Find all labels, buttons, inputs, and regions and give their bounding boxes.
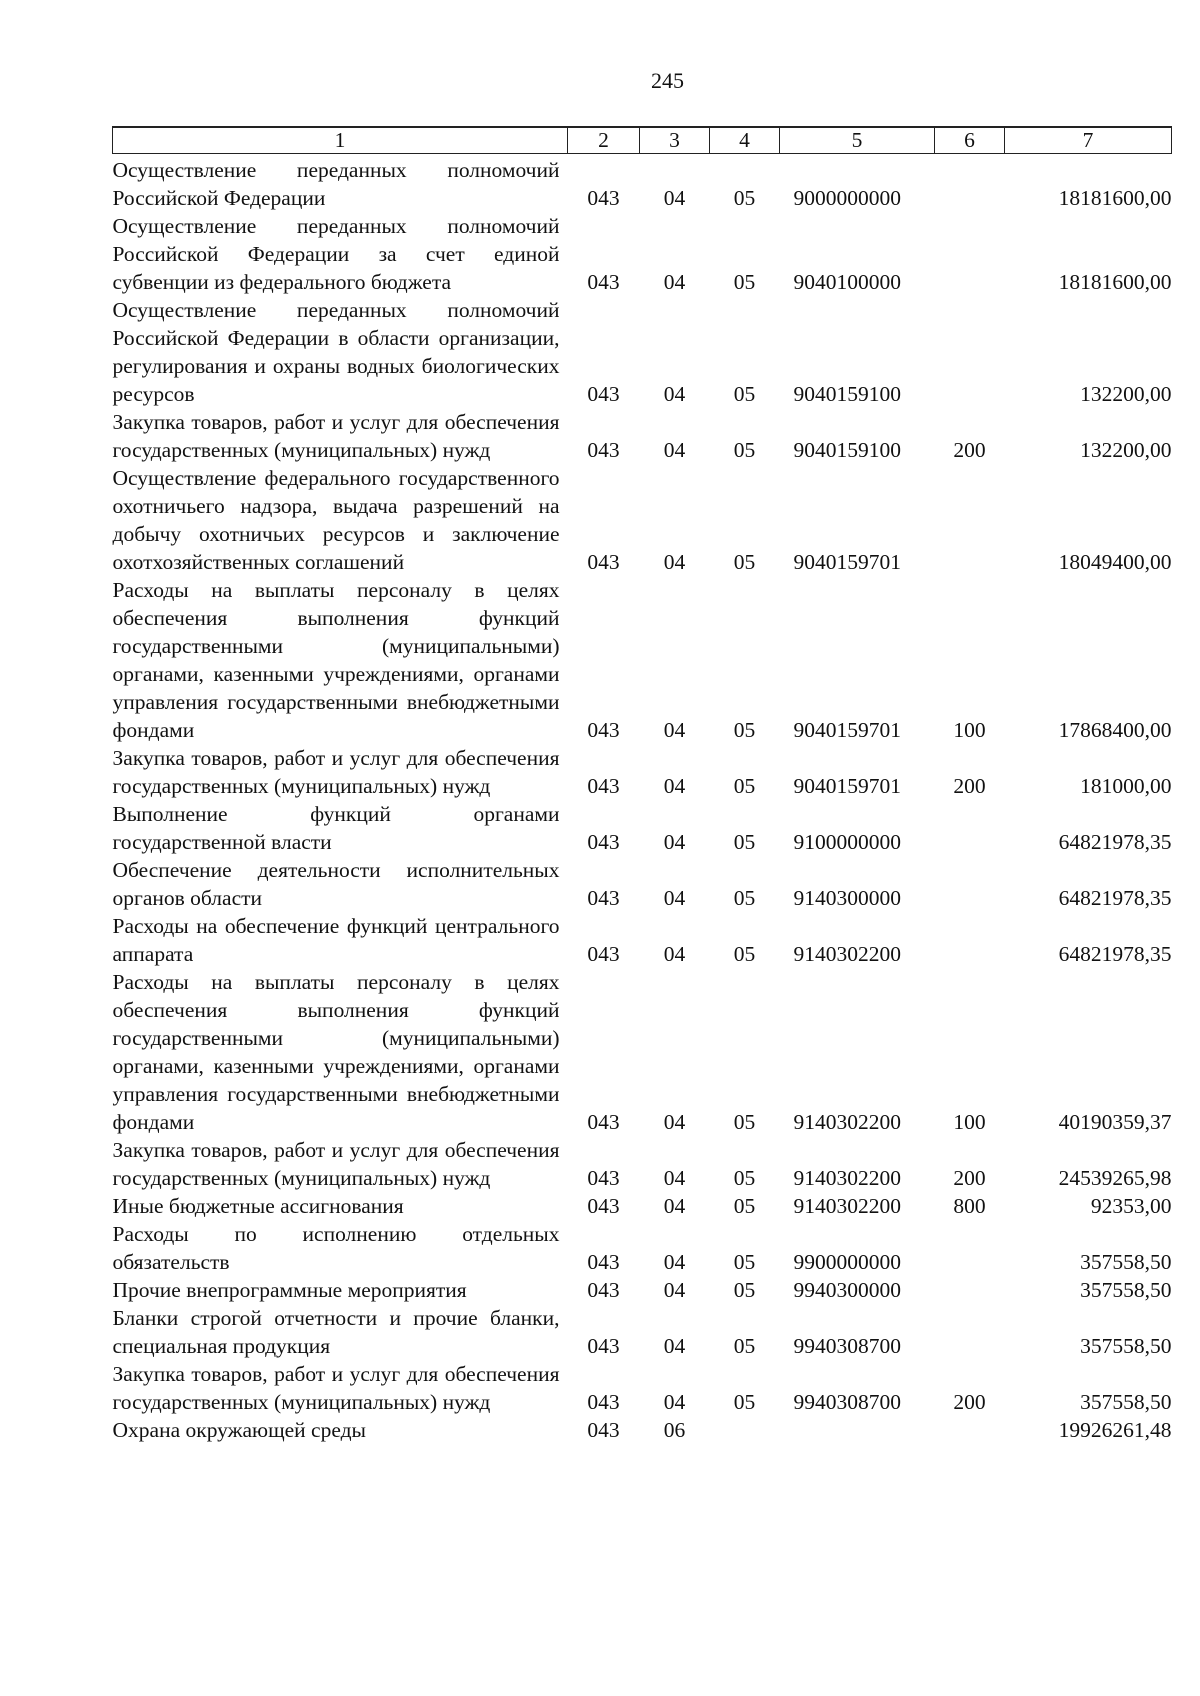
- table-row: [113, 1360, 1172, 1416]
- table-row: [113, 1304, 1172, 1360]
- column-header-7: 7: [1005, 127, 1172, 154]
- row-code-section: 06: [663, 1418, 686, 1442]
- row-amount: 18181600,00: [1058, 186, 1172, 210]
- row-code-target: 9940308700: [793, 1390, 901, 1414]
- row-code-admin: 043: [587, 1250, 620, 1274]
- row-code-section: 04: [663, 1110, 686, 1134]
- row-amount: 357558,50: [1080, 1250, 1172, 1274]
- row-code-subsection: 05: [733, 1278, 756, 1302]
- row-name: Выполнение функций органами государственной власти: [112, 802, 560, 854]
- row-name: Обеспечение деятельности исполнительных органов области: [112, 858, 560, 910]
- row-code-subsection: 05: [733, 942, 756, 966]
- table-row: [113, 156, 1172, 212]
- row-code-target: 9000000000: [793, 186, 901, 210]
- column-header-3: 3: [640, 127, 710, 154]
- row-amount: 132200,00: [1080, 438, 1172, 462]
- table-row: [113, 1192, 1172, 1220]
- row-amount: 132200,00: [1080, 382, 1172, 406]
- row-code-section: 04: [663, 382, 686, 406]
- row-code-expense-type: 800: [953, 1194, 986, 1218]
- row-amount: 181000,00: [1080, 774, 1172, 798]
- row-code-target: 9140300000: [793, 886, 901, 910]
- row-amount: 64821978,35: [1058, 830, 1172, 854]
- row-code-section: 04: [663, 1250, 686, 1274]
- row-code-section: 04: [663, 1390, 686, 1414]
- row-amount: 19926261,48: [1058, 1418, 1172, 1442]
- row-code-target: 9040159701: [793, 774, 901, 798]
- row-amount: 64821978,35: [1058, 886, 1172, 910]
- row-code-admin: 043: [587, 270, 620, 294]
- table-row: [113, 212, 1172, 296]
- row-code-section: 04: [663, 1166, 686, 1190]
- row-code-expense-type: 200: [953, 1390, 986, 1414]
- row-code-expense-type: [935, 296, 1005, 408]
- row-code-section: 04: [663, 550, 686, 574]
- row-code-admin: 043: [587, 774, 620, 798]
- row-name: Иные бюджетные ассигнования: [112, 1194, 404, 1218]
- row-code-target: 9900000000: [793, 1250, 901, 1274]
- table-row: [113, 1220, 1172, 1276]
- row-code-expense-type: [935, 912, 1005, 968]
- row-code-expense-type: [935, 212, 1005, 296]
- row-name: Прочие внепрограммные мероприятия: [112, 1278, 467, 1302]
- row-code-admin: 043: [587, 1166, 620, 1190]
- row-code-expense-type: 100: [953, 718, 986, 742]
- row-code-expense-type: [935, 156, 1005, 212]
- row-code-target: 9100000000: [793, 830, 901, 854]
- table-row: [113, 744, 1172, 800]
- row-code-target: [780, 1416, 935, 1444]
- row-code-admin: 043: [587, 382, 620, 406]
- column-header-1: 1: [113, 127, 568, 154]
- row-code-expense-type: [935, 1416, 1005, 1444]
- row-code-expense-type: [935, 464, 1005, 576]
- row-code-subsection: [710, 1416, 780, 1444]
- table-row: [113, 912, 1172, 968]
- row-code-admin: 043: [587, 718, 620, 742]
- row-code-admin: 043: [587, 942, 620, 966]
- row-amount: 64821978,35: [1058, 942, 1172, 966]
- table-row: [113, 464, 1172, 576]
- row-name: Осуществление переданных полномочий Российской Федерации: [112, 158, 560, 210]
- row-code-target: 9140302200: [793, 1110, 901, 1134]
- row-code-target: 9140302200: [793, 1166, 901, 1190]
- row-code-section: 04: [663, 438, 686, 462]
- row-name: Осуществление переданных полномочий Российской Федерации за счет единой субвенции из федерального бюджета: [112, 214, 560, 294]
- column-header-4: 4: [710, 127, 780, 154]
- row-code-admin: 043: [587, 1334, 620, 1358]
- row-amount: 17868400,00: [1058, 718, 1172, 742]
- row-amount: 18181600,00: [1058, 270, 1172, 294]
- row-code-expense-type: [935, 800, 1005, 856]
- row-amount: 357558,50: [1080, 1390, 1172, 1414]
- row-code-target: 9940308700: [793, 1334, 901, 1358]
- budget-table: [112, 126, 1172, 1444]
- row-code-section: 04: [663, 1334, 686, 1358]
- table-row: [113, 968, 1172, 1136]
- table-row: [113, 1276, 1172, 1304]
- row-code-expense-type: 100: [953, 1110, 986, 1134]
- row-code-target: 9040159701: [793, 550, 901, 574]
- row-amount: 18049400,00: [1058, 550, 1172, 574]
- row-code-subsection: 05: [733, 718, 756, 742]
- row-code-subsection: 05: [733, 774, 756, 798]
- row-code-expense-type: [935, 1304, 1005, 1360]
- row-amount: 24539265,98: [1058, 1166, 1172, 1190]
- row-code-section: 04: [663, 186, 686, 210]
- row-code-subsection: 05: [733, 550, 756, 574]
- row-code-section: 04: [663, 774, 686, 798]
- row-code-section: 04: [663, 1194, 686, 1218]
- row-amount: 92353,00: [1090, 1194, 1172, 1218]
- column-header-6: 6: [935, 127, 1005, 154]
- row-name: Бланки строгой отчетности и прочие бланки, специальная продукция: [112, 1306, 560, 1358]
- row-code-subsection: 05: [733, 886, 756, 910]
- row-code-target: 9140302200: [793, 942, 901, 966]
- row-code-target: 9940300000: [793, 1278, 901, 1302]
- table-row: [113, 408, 1172, 464]
- header-row: [113, 127, 1172, 154]
- row-code-expense-type: 200: [953, 438, 986, 462]
- row-code-admin: 043: [587, 830, 620, 854]
- table-row: [113, 296, 1172, 408]
- row-code-admin: 043: [587, 1418, 620, 1442]
- row-amount: 40190359,37: [1058, 1110, 1172, 1134]
- row-name: Расходы по исполнению отдельных обязательств: [112, 1222, 560, 1274]
- row-name: Закупка товаров, работ и услуг для обеспечения государственных (муниципальных) нужд: [112, 1138, 560, 1190]
- row-code-subsection: 05: [733, 1194, 756, 1218]
- row-code-section: 04: [663, 718, 686, 742]
- row-code-admin: 043: [587, 550, 620, 574]
- row-name: Расходы на выплаты персоналу в целях обеспечения выполнения функций государственными (муниципальными) органами, казенными учреждениями, органами управления государственными внебюджетными фондами: [112, 970, 560, 1134]
- row-code-target: 9040100000: [793, 270, 901, 294]
- table-row: [113, 576, 1172, 744]
- row-code-subsection: 05: [733, 830, 756, 854]
- row-name: Осуществление федерального государственного охотничьего надзора, выдача разрешений на добычу охотничьих ресурсов и заключение охотхозяйственных соглашений: [112, 466, 560, 574]
- row-code-section: 04: [663, 270, 686, 294]
- row-code-target: 9040159100: [793, 382, 901, 406]
- row-name: Охрана окружающей среды: [112, 1418, 366, 1442]
- row-code-subsection: 05: [733, 270, 756, 294]
- row-code-target: 9040159100: [793, 438, 901, 462]
- row-code-admin: 043: [587, 1194, 620, 1218]
- column-header-2: 2: [568, 127, 640, 154]
- table-body: [113, 156, 1172, 1444]
- row-code-subsection: 05: [733, 1250, 756, 1274]
- row-name: Закупка товаров, работ и услуг для обеспечения государственных (муниципальных) нужд: [112, 410, 560, 462]
- table-row: [113, 1416, 1172, 1444]
- table-row: [113, 856, 1172, 912]
- row-code-expense-type: 200: [953, 774, 986, 798]
- row-code-subsection: 05: [733, 186, 756, 210]
- row-name: Закупка товаров, работ и услуг для обеспечения государственных (муниципальных) нужд: [112, 746, 560, 798]
- page-number: 245: [651, 68, 684, 93]
- row-amount: 357558,50: [1080, 1334, 1172, 1358]
- row-code-subsection: 05: [733, 1334, 756, 1358]
- row-code-target: 9140302200: [793, 1194, 901, 1218]
- column-header-5: 5: [780, 127, 935, 154]
- row-code-section: 04: [663, 942, 686, 966]
- row-code-admin: 043: [587, 1110, 620, 1134]
- row-code-subsection: 05: [733, 1390, 756, 1414]
- row-code-admin: 043: [587, 1278, 620, 1302]
- table-row: [113, 800, 1172, 856]
- table-header: [113, 127, 1172, 156]
- row-code-admin: 043: [587, 1390, 620, 1414]
- row-code-admin: 043: [587, 186, 620, 210]
- row-code-section: 04: [663, 1278, 686, 1302]
- row-name: Расходы на выплаты персоналу в целях обеспечения выполнения функций государственными (муниципальными) органами, казенными учреждениями, органами управления государственными внебюджетными фондами: [112, 578, 560, 742]
- row-amount: 357558,50: [1080, 1278, 1172, 1302]
- row-code-expense-type: [935, 1276, 1005, 1304]
- row-code-admin: 043: [587, 438, 620, 462]
- row-name: Осуществление переданных полномочий Российской Федерации в области организации, регулирования и охраны водных биологических ресурсов: [112, 298, 560, 406]
- row-code-subsection: 05: [733, 438, 756, 462]
- row-code-subsection: 05: [733, 1166, 756, 1190]
- row-code-subsection: 05: [733, 1110, 756, 1134]
- row-code-expense-type: [935, 1220, 1005, 1276]
- row-code-target: 9040159701: [793, 718, 901, 742]
- row-code-section: 04: [663, 886, 686, 910]
- row-code-expense-type: [935, 856, 1005, 912]
- table-row: [113, 1136, 1172, 1192]
- row-name: Закупка товаров, работ и услуг для обеспечения государственных (муниципальных) нужд: [112, 1362, 560, 1414]
- row-name: Расходы на обеспечение функций центрального аппарата: [112, 914, 560, 966]
- row-code-subsection: 05: [733, 382, 756, 406]
- row-code-admin: 043: [587, 886, 620, 910]
- row-code-expense-type: 200: [953, 1166, 986, 1190]
- row-code-section: 04: [663, 830, 686, 854]
